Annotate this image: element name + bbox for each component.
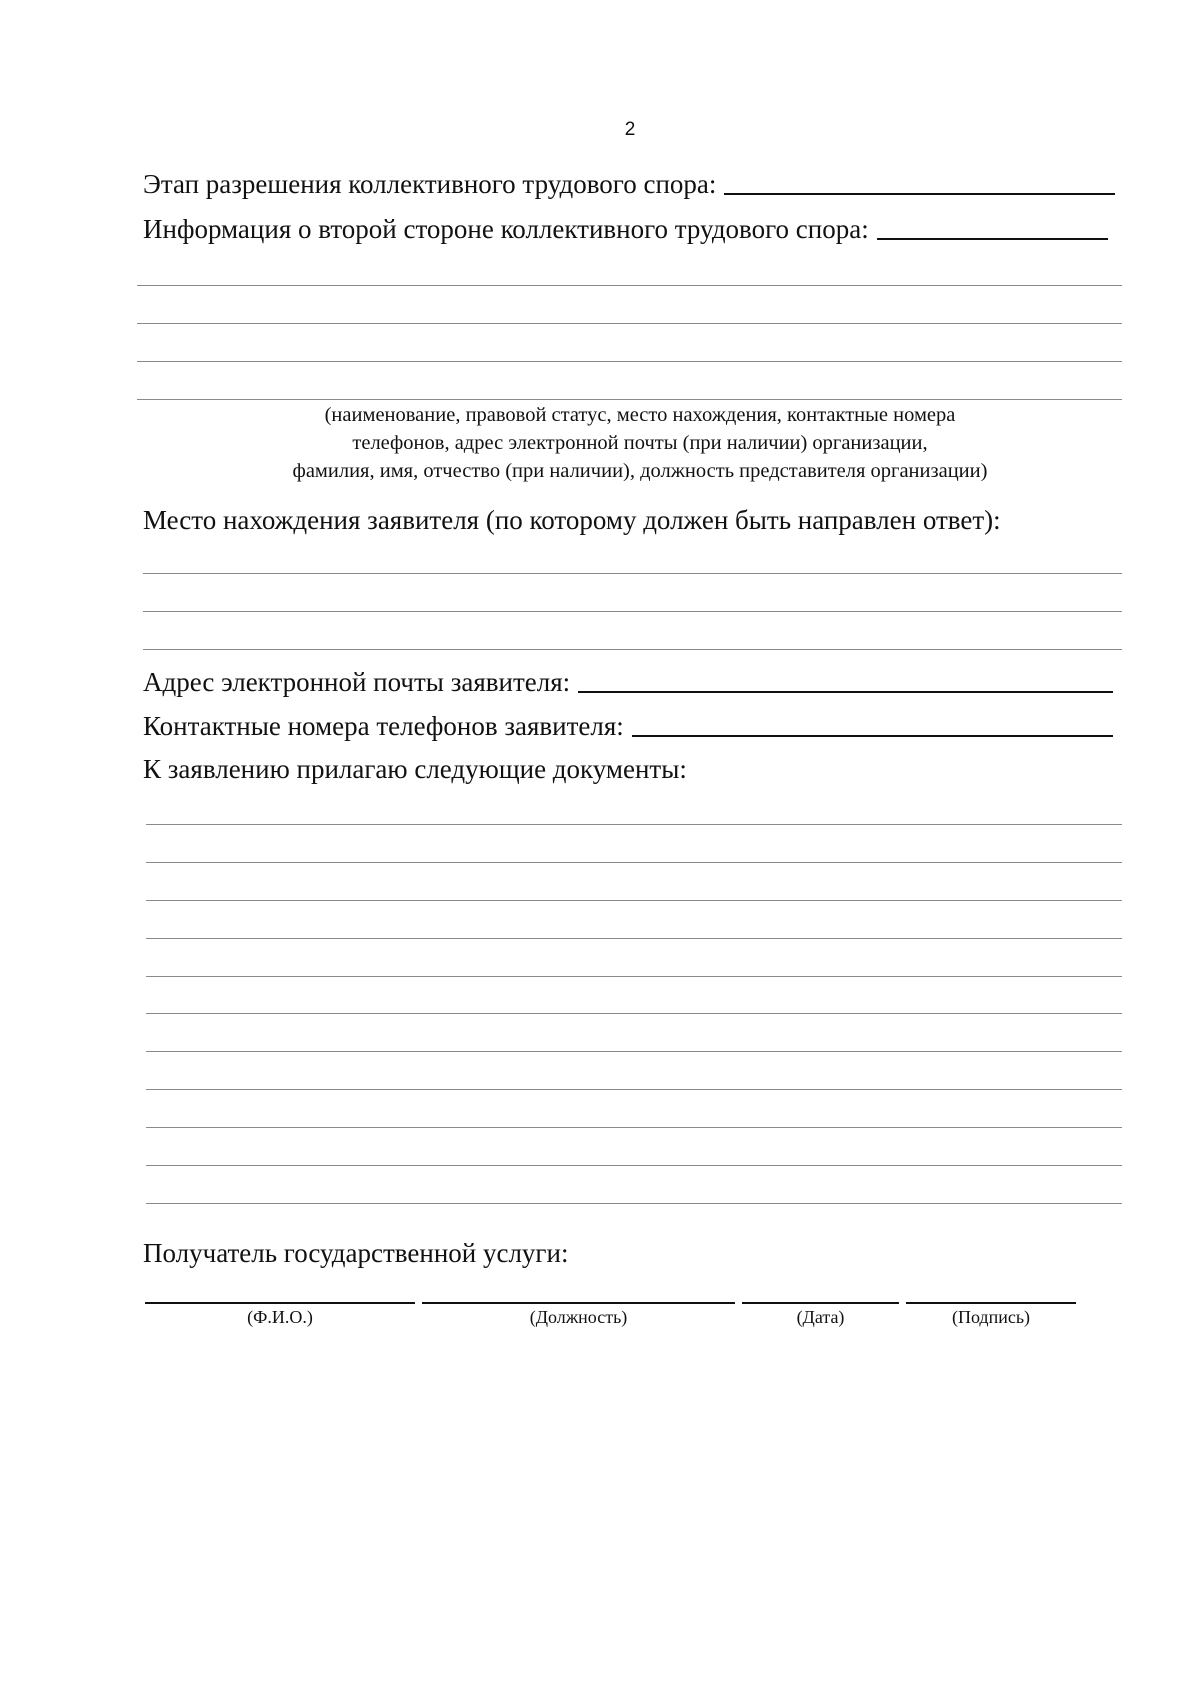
applicant-phones-input-line[interactable] [632, 735, 1113, 737]
applicant-location-line-3[interactable] [143, 649, 1122, 650]
second-party-line-4[interactable] [137, 399, 1122, 400]
applicant-location-label: Место нахождения заявителя (по которому должен быть направлен ответ): [143, 505, 1001, 535]
dispute-stage-row [143, 166, 1115, 200]
dispute-stage-input-line[interactable] [724, 193, 1115, 195]
fio-caption: (Ф.И.О.) [247, 1307, 313, 1327]
date-caption: (Дата) [796, 1307, 845, 1327]
second-party-label: Информация о второй стороне коллективного трудового спора: [143, 214, 869, 244]
second-party-line-2[interactable] [137, 323, 1122, 324]
second-party-row [143, 211, 1108, 245]
second-party-hint-line-2: телефонов, адрес электронной почты (при наличии) организации, [352, 432, 928, 454]
applicant-email-input-line[interactable] [578, 691, 1113, 693]
attachment-line-7[interactable] [146, 1051, 1122, 1052]
recipient-label: Получатель государственной услуги: [143, 1238, 569, 1268]
applicant-location-line-1[interactable] [143, 573, 1122, 574]
second-party-hint [200, 401, 1080, 485]
second-party-line-1[interactable] [137, 285, 1122, 286]
applicant-email-row [143, 664, 1113, 698]
applicant-email-label: Адрес электронной почты заявителя: [143, 667, 571, 697]
applicant-location-line-2[interactable] [143, 611, 1122, 612]
second-party-hint-line-1: (наименование, правовой статус, место нахождения, контактные номера [324, 404, 956, 426]
attachment-line-2[interactable] [146, 862, 1122, 863]
attachments-label: К заявлению прилагаю следующие документы: [143, 754, 687, 784]
attachment-line-3[interactable] [146, 900, 1122, 901]
attachment-line-1[interactable] [146, 824, 1122, 825]
page-number: 2 [624, 119, 636, 140]
attachment-line-10[interactable] [146, 1165, 1122, 1166]
dispute-stage-label: Этап разрешения коллективного трудового спора: [143, 169, 717, 199]
attachment-line-6[interactable] [146, 1013, 1122, 1014]
position-caption: (Должность) [529, 1307, 628, 1327]
applicant-phones-label: Контактные номера телефонов заявителя: [143, 711, 624, 741]
attachment-line-9[interactable] [146, 1127, 1122, 1128]
signature-line[interactable] [906, 1302, 1076, 1304]
attachment-line-11[interactable] [146, 1203, 1122, 1204]
date-signature-line[interactable] [742, 1302, 899, 1304]
attachment-line-8[interactable] [146, 1089, 1122, 1090]
second-party-line-3[interactable] [137, 361, 1122, 362]
attachment-line-4[interactable] [146, 938, 1122, 939]
signature-caption: (Подпись) [951, 1307, 1031, 1327]
attachment-line-5[interactable] [146, 976, 1122, 977]
applicant-phones-row [143, 708, 1113, 742]
second-party-hint-line-3: фамилия, имя, отчество (при наличии), должность представителя организации) [292, 460, 988, 482]
position-signature-line[interactable] [422, 1302, 735, 1304]
second-party-input-line[interactable] [877, 238, 1108, 240]
fio-signature-line[interactable] [145, 1302, 415, 1304]
